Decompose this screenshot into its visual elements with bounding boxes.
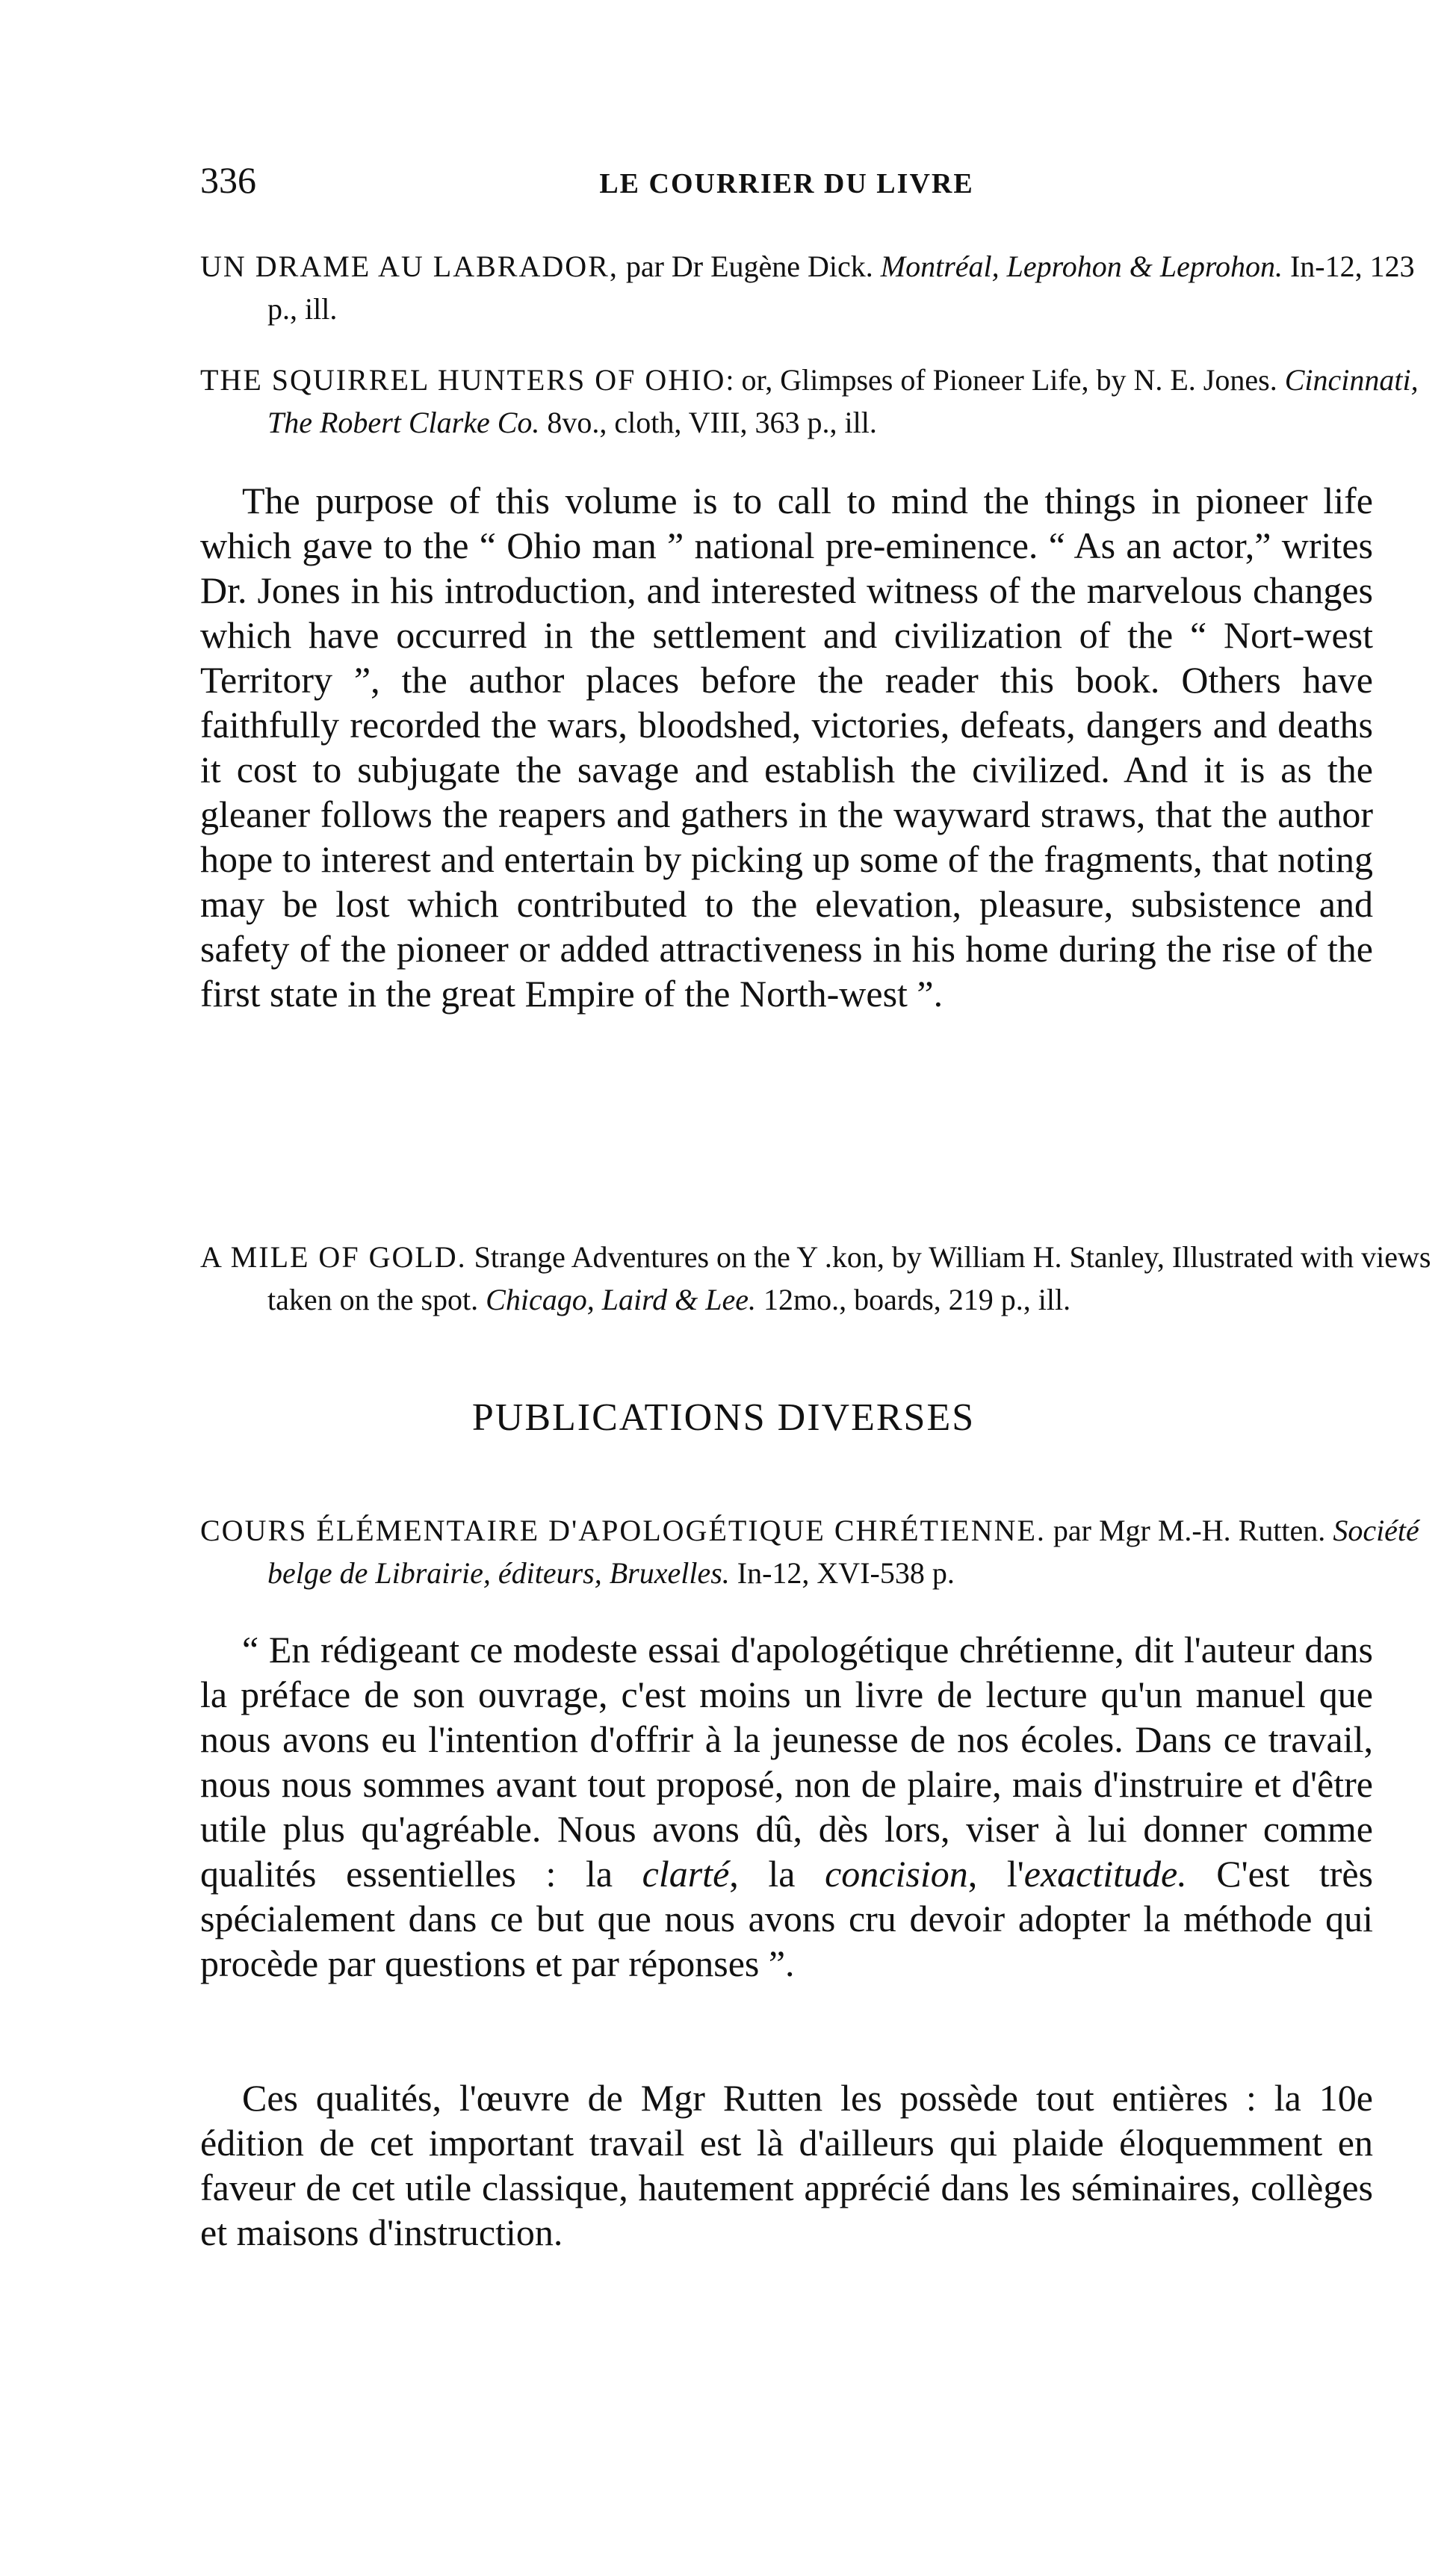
- entry-text: Strange Adventures on the Y .kon, by William H. Stanley, Illustrated with views taken on the spot.: [267, 1240, 1431, 1316]
- entry-title: A MILE OF GOLD.: [200, 1240, 467, 1274]
- entry-details: In-12, 123 p., ill.: [267, 250, 1415, 326]
- entry-publisher: Montréal, Leprohon & Leprohon.: [880, 250, 1283, 283]
- entry-title: COURS ÉLÉMENTAIRE D'APOLOGÉTIQUE CHRÉTIENNE.: [200, 1514, 1046, 1547]
- bibliographic-entry: [200, 359, 1440, 444]
- entry-details: 8vo., cloth, VIII, 363 p., ill.: [539, 406, 877, 439]
- review-text: , la: [729, 1853, 825, 1895]
- entry-text: par Dr Eugène Dick.: [618, 250, 881, 283]
- review-paragraph: Ces qualités, l'œuvre de Mgr Rutten les possède tout entières : la 10e édition de cet important travail est là d'ailleurs qui plaide éloquemment en faveur de cet utile classique, hautement apprécié dans les séminaires, collèges et maisons d'instruction.: [200, 2077, 1373, 2253]
- review-text: , l': [967, 1853, 1024, 1895]
- review-text: C'est très spécialement dans ce but que nous avons cru devoir adopter la méthode qui procède par questions et par réponses ”.: [200, 1853, 1374, 1984]
- emphasis: exactitude.: [1023, 1853, 1187, 1895]
- entry-text: : or, Glimpses of Pioneer Life, by N. E. Jones.: [725, 363, 1285, 397]
- entry-text: par Mgr M.-H. Rutten.: [1045, 1514, 1333, 1547]
- emphasis: concision: [825, 1853, 968, 1895]
- entry-title: THE SQUIRREL HUNTERS OF OHIO: [200, 363, 726, 397]
- entry-publisher: Société belge de Librairie, éditeurs, Bruxelles.: [267, 1514, 1419, 1590]
- emphasis: clarté: [642, 1853, 730, 1895]
- page-number: 336: [200, 159, 256, 201]
- review-paragraph: The purpose of this volume is to call to mind the things in pioneer life which gave to the “ Ohio man ” national pre-eminence. “ As an actor,” writes Dr. Jones in his introduction, and interested witness of the marvelous changes which have occurred in the settlement and civilization of the “ Nort-west Territory ”, the author places before the reader this book. Others have faithfully recorded the wars, bloodshed, victories, defeats, dangers and deaths it cost to subjugate the savage and establish the civilized. And it is as the gleaner follows the reapers and gathers in the wayward straws, that the author hope to interest and entertain by picking up some of the fragments, that noting may be lost which contributed to the elevation, pleasure, subsistence and safety of the pioneer or added attractiveness in his home during the rise of the first state in the great Empire of the North-west ”.: [200, 480, 1373, 1015]
- section-title: PUBLICATIONS DIVERSES: [471, 1396, 976, 1439]
- bibliographic-entry: [200, 1509, 1440, 1594]
- review-text: “ En rédigeant ce modeste essai d'apologétique chrétienne, dit l'auteur dans la préface de son ouvrage, c'est moins un livre de lecture qu'un manuel que nous avons eu l'intention d'offrir à la jeunesse de nos écoles. Dans ce travail, nous nous sommes avant tout proposé, non de plaire, mais d'instruire et d'être utile plus qu'agréable. Nous avons dû, dès lors, viser à lui donner comme qualités essentielles : la: [200, 1629, 1373, 1895]
- bibliographic-entry: [200, 245, 1440, 330]
- review-paragraph: [200, 1627, 1373, 1986]
- entry-title: UN DRAME AU LABRADOR,: [200, 250, 619, 283]
- running-title: LE COURRIER DU LIVRE: [599, 168, 974, 199]
- page-header: [200, 158, 1373, 211]
- entry-publisher: Cincinnati, The Robert Clarke Co.: [267, 363, 1419, 439]
- entry-details: In-12, XVI-538 p.: [729, 1556, 955, 1590]
- bibliographic-entry: [200, 1236, 1440, 1321]
- entry-details: 12mo., boards, 219 p., ill.: [756, 1283, 1071, 1316]
- entry-publisher: Chicago, Laird & Lee.: [486, 1283, 757, 1316]
